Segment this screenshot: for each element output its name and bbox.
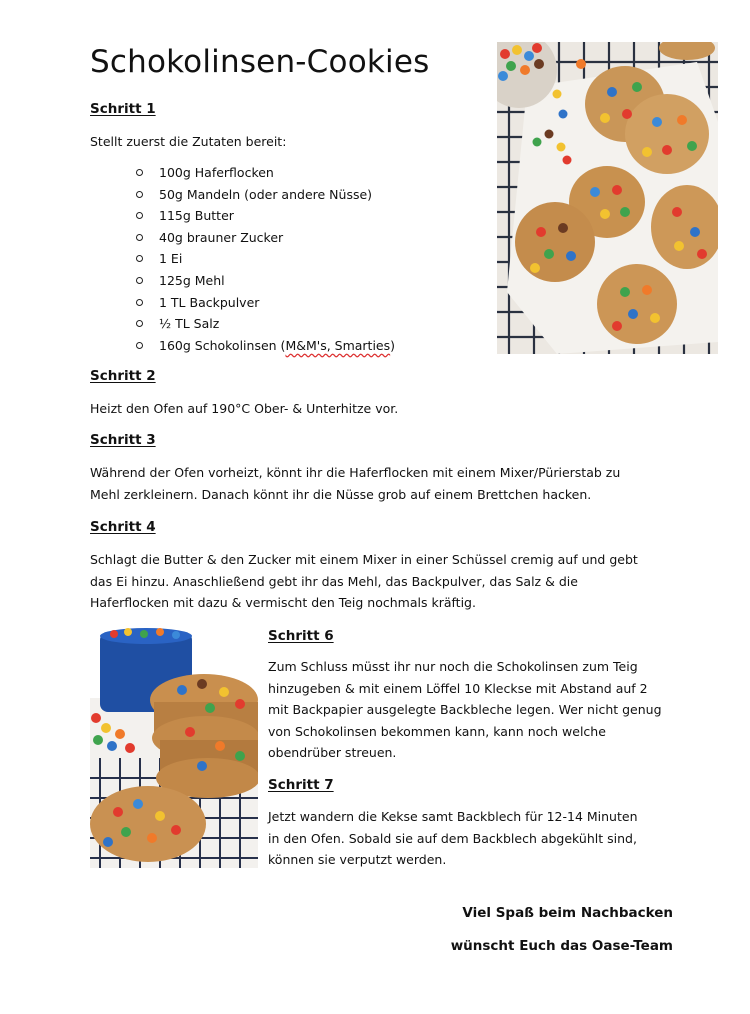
spellcheck-marked-text: M&M's, Smarties [285,337,391,353]
bullet-icon [136,342,143,349]
cookies-photo-bottom [90,628,258,868]
list-item: 1 Ei [136,248,395,270]
list-item: ½ TL Salz [136,313,395,335]
list-item: 125g Mehl [136,270,395,292]
cookies-photo-top [497,42,718,354]
bullet-icon [136,255,143,262]
list-item: 100g Haferflocken [136,162,395,184]
page-title: Schokolinsen-Cookies [90,44,430,80]
bullet-icon [136,191,143,198]
list-item: 115g Butter [136,205,395,227]
step-7-text: Jetzt wandern die Kekse samt Backblech für 12-14 Minuten in den Ofen. Sobald sie auf dem Backblech abgekühlt sind, können sie verputzt werden. [268,809,638,867]
step-6-heading: Schritt 6 [268,628,334,644]
step-1-text: Stellt zuerst die Zutaten bereit: [90,134,287,149]
bullet-icon [136,277,143,284]
bullet-icon [136,169,143,176]
step-3-text: Während der Ofen vorheizt, könnt ihr die Haferflocken mit einem Mixer/Pürierstab zu Mehl zerkleinern. Danach könnt ihr die Nüsse grob auf einem Brettchen hacken. [90,465,621,502]
bullet-icon [136,234,143,241]
list-item: 50g Mandeln (oder andere Nüsse) [136,184,395,206]
closing-line-2: wünscht Euch das Oase-Team [450,938,673,954]
bullet-icon [136,320,143,327]
step-2-heading: Schritt 2 [90,368,156,384]
step-6-text: Zum Schluss müsst ihr nur noch die Schokolinsen zum Teig hinzugeben & mit einem Löffel 10 Kleckse mit Abstand auf 2 mit Backpapier ausgelegte Backbleche legen. Wer nicht genug von Schokolinsen bekommen kann, kann noch welche obendrüber streuen. [268,659,662,760]
step-2-text: Heizt den Ofen auf 190°C Ober- & Unterhitze vor. [90,401,399,416]
step-3-heading: Schritt 3 [90,432,156,448]
ingredient-list [136,162,395,356]
step-1-heading: Schritt 1 [90,101,156,117]
bullet-icon [136,299,143,306]
closing-line-1: Viel Spaß beim Nachbacken [462,905,673,921]
list-item: 1 TL Backpulver [136,292,395,314]
list-item: 40g brauner Zucker [136,227,395,249]
step-7-heading: Schritt 7 [268,777,334,793]
step-4-heading: Schritt 4 [90,519,156,535]
list-item: 160g Schokolinsen (M&M's, Smarties) [136,335,395,357]
step-4-text: Schlagt die Butter & den Zucker mit einem Mixer in einer Schüssel cremig auf und gebt das Ei hinzu. Anaschließend gebt ihr das Mehl, das Backpulver, das Salz & die Haferflocken mit dazu & vermischt den Teig nochmals kräftig. [90,552,638,610]
bullet-icon [136,212,143,219]
